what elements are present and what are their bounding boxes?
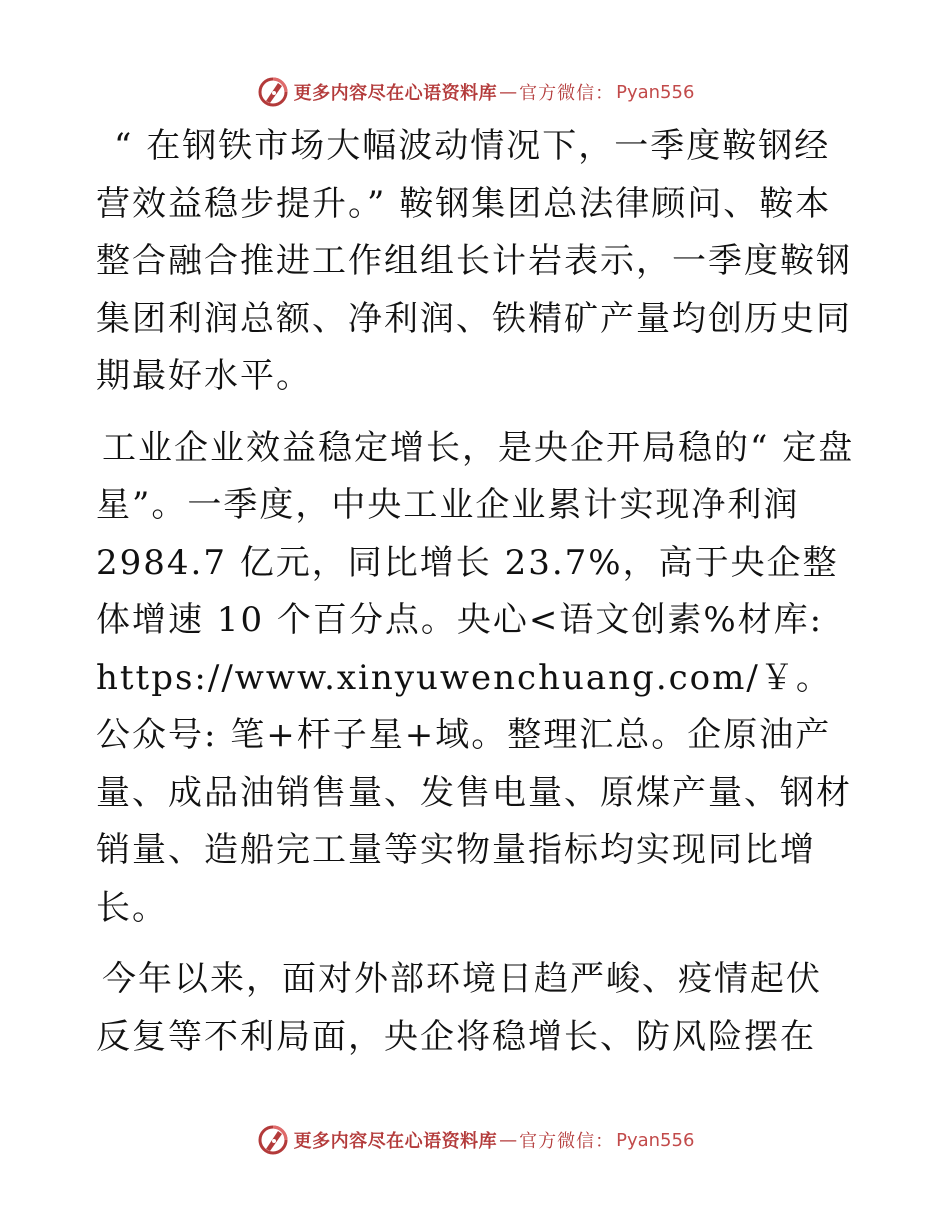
header-promo-text: 更多内容尽在心语资料库 — [293, 83, 498, 104]
paragraph-1: “ 在钢铁市场大幅波动情况下，一季度鞍钢经营效益稳步提升。” 鞍钢集团总法律顾问、鞍本整合融合推进工作组组长计岩表示，一季度鞍钢集团利润总额、净利润、铁精矿产量均创历史同期最好水平。 — [96, 126, 852, 396]
document-body — [96, 118, 856, 1080]
footer-promo-text: 更多内容尽在心语资料库 — [293, 1131, 498, 1152]
header-official-label: 官方微信： — [519, 83, 615, 104]
footer-separator: — — [499, 1129, 518, 1151]
pen-nib-circle-icon — [256, 1123, 290, 1157]
footer-banner — [0, 1120, 950, 1160]
paragraph-2: 工业企业效益稳定增长，是央企开局稳的“ 定盘星”。一季度，中央工业企业累计实现净利润 2984.7 亿元，同比增长 23.7%，高于央企整体增速 10 个百分点。央心<语文创素%材库: https://www.xinyuwenchuang.com/￥。公众号: 笔+杆子星+域。整理汇总。企原油产量、成品油销售量、发售电量、原煤产量、钢材销量、造船完工量等实物量指标均实现同比增长。 — [96, 427, 855, 928]
paragraph-3: 今年以来，面对外部环境日趋严峻、疫情起伏反复等不利局面，央企将稳增长、防风险摆在 — [96, 959, 822, 1057]
header-banner — [0, 72, 950, 112]
footer-wechat-id: Pyan556 — [616, 1129, 695, 1151]
header-wechat-id: Pyan556 — [616, 81, 695, 103]
header-separator: — — [499, 81, 518, 103]
pen-nib-circle-icon — [256, 75, 290, 109]
footer-official-label: 官方微信： — [519, 1131, 615, 1152]
